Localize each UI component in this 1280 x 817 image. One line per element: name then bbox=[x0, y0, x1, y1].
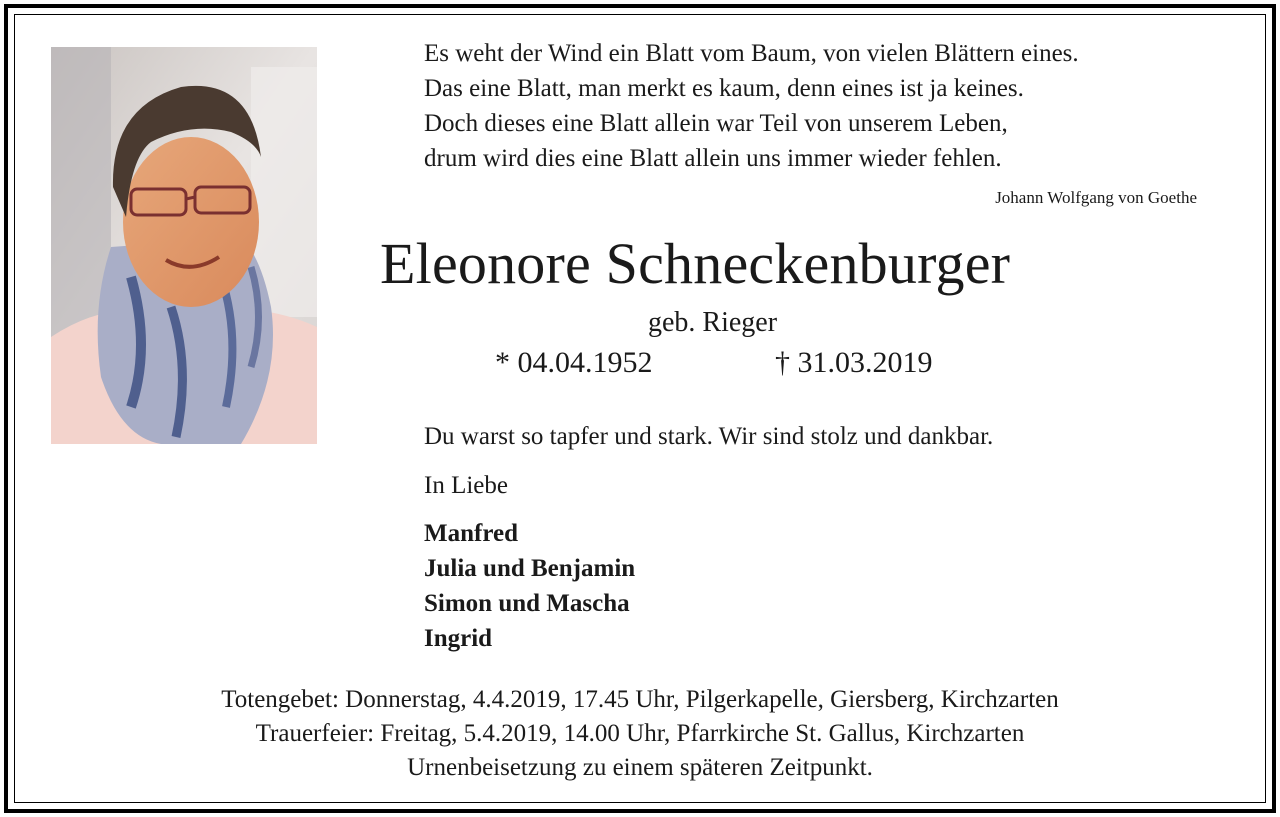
mourner-name: Julia und Benjamin bbox=[424, 555, 636, 582]
service-line: Urnenbeisetzung zu einem späteren Zeitpunkt. bbox=[407, 754, 873, 781]
service-details bbox=[0, 683, 1280, 785]
birth-date: * 04.04.1952 bbox=[495, 346, 653, 379]
tribute-text: Du warst so tapfer und stark. Wir sind stolz und dankbar. bbox=[424, 423, 994, 450]
mourner-name: Ingrid bbox=[424, 625, 493, 652]
mourner-name: Manfred bbox=[424, 520, 518, 547]
portrait-photo bbox=[51, 47, 317, 444]
mourners-list bbox=[424, 516, 635, 656]
poem bbox=[424, 36, 1079, 176]
poem-line: Doch dieses eine Blatt allein war Teil von unserem Leben, bbox=[424, 110, 1008, 137]
death-date: † 31.03.2019 bbox=[775, 346, 933, 379]
poem-line: drum wird dies eine Blatt allein uns immer wieder fehlen. bbox=[424, 145, 1002, 172]
poem-line: Es weht der Wind ein Blatt vom Baum, von vielen Blättern eines. bbox=[424, 40, 1079, 67]
deceased-name: Eleonore Schneckenburger bbox=[380, 231, 1011, 296]
birth-name: geb. Rieger bbox=[648, 307, 778, 338]
closing-text: In Liebe bbox=[424, 472, 508, 499]
service-line: Trauerfeier: Freitag, 5.4.2019, 14.00 Uhr, Pfarrkirche St. Gallus, Kirchzarten bbox=[255, 720, 1025, 747]
poem-line: Das eine Blatt, man merkt es kaum, denn eines ist ja keines. bbox=[424, 75, 1024, 102]
poem-author: Johann Wolfgang von Goethe bbox=[995, 188, 1197, 207]
mourner-name: Simon und Mascha bbox=[424, 590, 630, 617]
service-line: Totengebet: Donnerstag, 4.4.2019, 17.45 Uhr, Pilgerkapelle, Giersberg, Kirchzarten bbox=[221, 686, 1059, 713]
